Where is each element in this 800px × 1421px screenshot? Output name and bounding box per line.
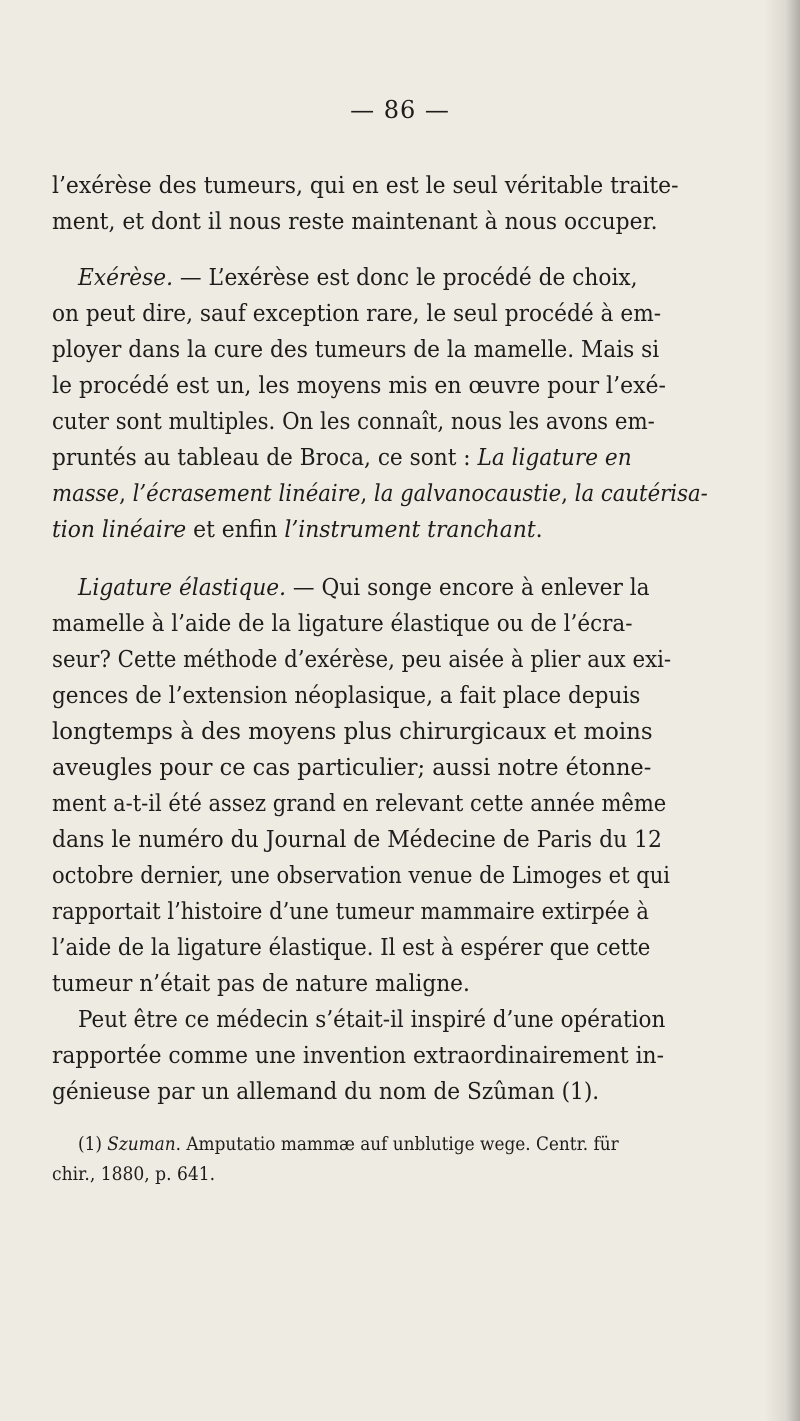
text-line: tumeur n’était pas de nature maligne. xyxy=(52,969,470,997)
text-line: ment a-t-il été assez grand en relevant cette année même xyxy=(52,789,667,817)
text-line: génieuse par un allemand du nom de Szûman (1). xyxy=(52,1077,600,1105)
text-line: tion linéaire et enfin l’instrument tranchant. xyxy=(52,515,543,543)
page-number: — 86 — xyxy=(350,96,450,124)
text-line: dans le numéro du Journal de Médecine de Paris du 12 xyxy=(52,825,662,853)
text-line: masse, l’écrasement linéaire, la galvanocaustie, la cautérisa- xyxy=(52,479,708,507)
page-edge-shadow xyxy=(764,0,800,1421)
text-line: Exérèse. — L’exérèse est donc le procédé de choix, xyxy=(78,263,638,291)
text-line: le procédé est un, les moyens mis en œuvre pour l’exé- xyxy=(52,371,666,399)
text-line: on peut dire, sauf exception rare, le seul procédé à em- xyxy=(52,299,662,327)
text-line: Ligature élastique. — Qui songe encore à enlever la xyxy=(78,573,650,601)
text-line: l’exérèse des tumeurs, qui en est le seul véritable traite- xyxy=(52,171,679,199)
text-line: seur? Cette méthode d’exérèse, peu aisée à plier aux exi- xyxy=(52,645,672,673)
text-line: mamelle à l’aide de la ligature élastique ou de l’écra- xyxy=(52,609,633,637)
text-line: cuter sont multiples. On les connaît, nous les avons em- xyxy=(52,407,655,435)
section-heading-exerese: Exérèse. xyxy=(78,263,173,291)
text-line: gences de l’extension néoplasique, a fait place depuis xyxy=(52,681,641,709)
text-line: longtemps à des moyens plus chirurgicaux et moins xyxy=(52,717,653,745)
text-line: ployer dans la cure des tumeurs de la mamelle. Mais si xyxy=(52,335,660,363)
text-line: rapportait l’histoire d’une tumeur mammaire extirpée à xyxy=(52,897,649,925)
text-line: l’aide de la ligature élastique. Il est à espérer que cette xyxy=(52,933,651,961)
text-line: rapportée comme une invention extraordinairement in- xyxy=(52,1041,664,1069)
text-line: octobre dernier, une observation venue de Limoges et qui xyxy=(52,861,671,889)
footnote-line: chir., 1880, p. 641. xyxy=(52,1164,216,1185)
text-line: pruntés au tableau de Broca, ce sont : La ligature en xyxy=(52,443,632,471)
text-line: aveugles pour ce cas particulier; aussi notre étonne- xyxy=(52,753,652,781)
text-line: ment, et dont il nous reste maintenant à nous occuper. xyxy=(52,207,658,235)
text-line: Peut être ce médecin s’était-il inspiré d’une opération xyxy=(78,1005,666,1033)
section-heading-ligature: Ligature élastique. xyxy=(78,573,287,601)
footnote: (1) Szuman. Amputatio mammæ auf unblutige wege. Centr. für xyxy=(78,1134,619,1155)
footnote-author: Szuman xyxy=(107,1134,176,1155)
